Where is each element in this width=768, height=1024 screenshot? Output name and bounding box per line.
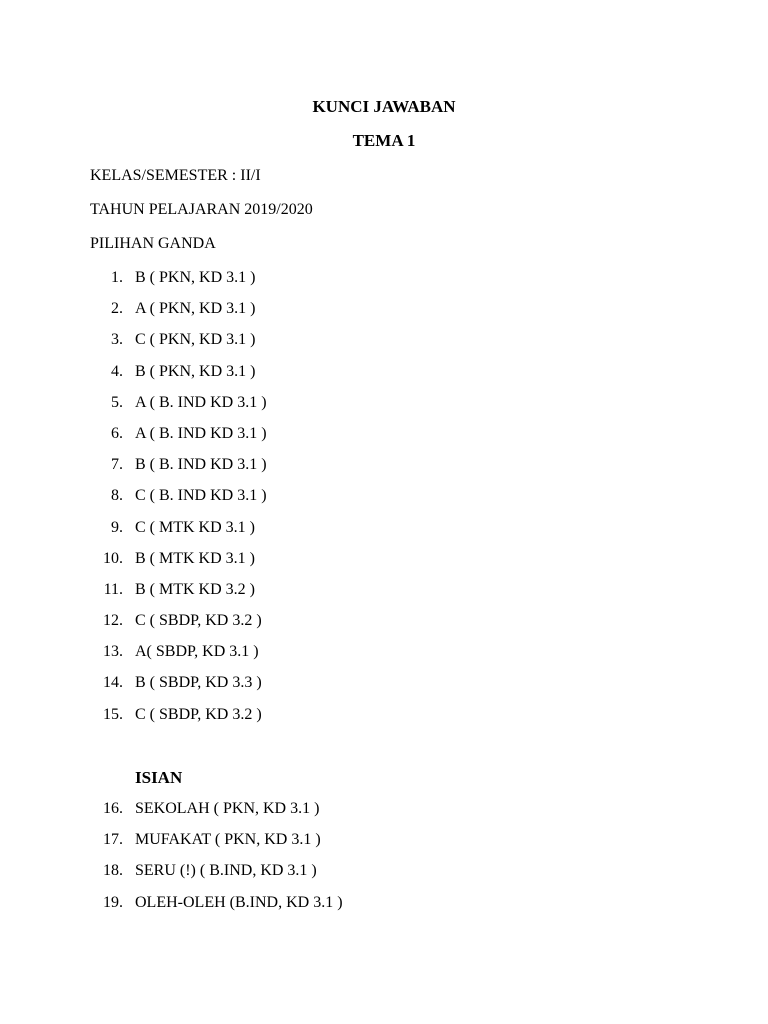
multiple-choice-list: [0, 268, 768, 736]
essay-heading: ISIAN: [135, 768, 183, 787]
multiple-choice-heading: PILIHAN GANDA: [90, 235, 216, 252]
list-item: [0, 861, 768, 892]
item-number: 15.: [103, 705, 123, 723]
document-theme: TEMA 1: [352, 131, 416, 150]
item-answer: B ( PKN, KD 3.1 ): [135, 269, 256, 286]
item-answer: A ( B. IND KD 3.1 ): [135, 393, 267, 411]
list-item: [0, 580, 768, 611]
item-number: 2.: [111, 300, 123, 318]
list-item: [0, 362, 768, 393]
list-item: [0, 893, 768, 924]
item-number: 6.: [111, 424, 123, 442]
item-answer: B ( PKN, KD 3.1 ): [135, 362, 256, 380]
list-item: [0, 799, 768, 830]
item-answer: C ( B. IND KD 3.1 ): [135, 487, 267, 505]
item-answer: C ( SBDP, KD 3.2 ): [135, 612, 262, 630]
item-number: 11.: [103, 580, 123, 598]
item-number: 5.: [111, 393, 123, 411]
item-answer: MUFAKAT ( PKN, KD 3.1 ): [135, 831, 321, 849]
list-item: [0, 455, 768, 486]
school-year-line: TAHUN PELAJARAN 2019/2020: [90, 201, 313, 218]
list-item: [0, 268, 768, 299]
class-semester-line: KELAS/SEMESTER : II/I: [90, 167, 261, 184]
list-item: [0, 705, 768, 736]
item-number: 3.: [111, 331, 123, 349]
item-answer: C ( MTK KD 3.1 ): [135, 518, 255, 536]
list-item: [0, 518, 768, 549]
item-number: 19.: [103, 893, 123, 911]
item-answer: B ( B. IND KD 3.1 ): [135, 456, 267, 474]
list-item: [0, 393, 768, 424]
item-answer: A ( B. IND KD 3.1 ): [135, 424, 267, 442]
item-answer: B ( SBDP, KD 3.3 ): [135, 674, 262, 692]
essay-list: [0, 799, 768, 924]
item-number: 9.: [111, 518, 123, 536]
list-item: [0, 330, 768, 361]
list-item: [0, 673, 768, 704]
list-item: [0, 424, 768, 455]
item-answer: OLEH-OLEH (B.IND, KD 3.1 ): [135, 893, 343, 911]
item-answer: A ( PKN, KD 3.1 ): [135, 300, 256, 318]
list-item: [0, 549, 768, 580]
item-answer: A( SBDP, KD 3.1 ): [135, 643, 259, 661]
item-number: 4.: [111, 362, 123, 380]
item-number: 17.: [103, 831, 123, 849]
item-answer: B ( MTK KD 3.1 ): [135, 549, 255, 567]
item-number: 16.: [103, 800, 123, 817]
item-number: 1.: [111, 269, 123, 286]
item-number: 14.: [103, 674, 123, 692]
list-item: [0, 486, 768, 517]
item-answer: B ( MTK KD 3.2 ): [135, 580, 255, 598]
item-answer: C ( PKN, KD 3.1 ): [135, 331, 256, 349]
document-title: KUNCI JAWABAN: [312, 97, 456, 116]
item-number: 18.: [103, 862, 123, 880]
item-number: 10.: [103, 549, 123, 567]
list-item: [0, 611, 768, 642]
item-answer: SEKOLAH ( PKN, KD 3.1 ): [135, 800, 320, 817]
list-item: [0, 642, 768, 673]
item-number: 8.: [111, 487, 123, 505]
item-answer: C ( SBDP, KD 3.2 ): [135, 705, 262, 723]
item-number: 12.: [103, 612, 123, 630]
item-number: 7.: [111, 456, 123, 474]
list-item: [0, 299, 768, 330]
item-answer: SERU (!) ( B.IND, KD 3.1 ): [135, 862, 317, 880]
item-number: 13.: [103, 643, 123, 661]
list-item: [0, 830, 768, 861]
